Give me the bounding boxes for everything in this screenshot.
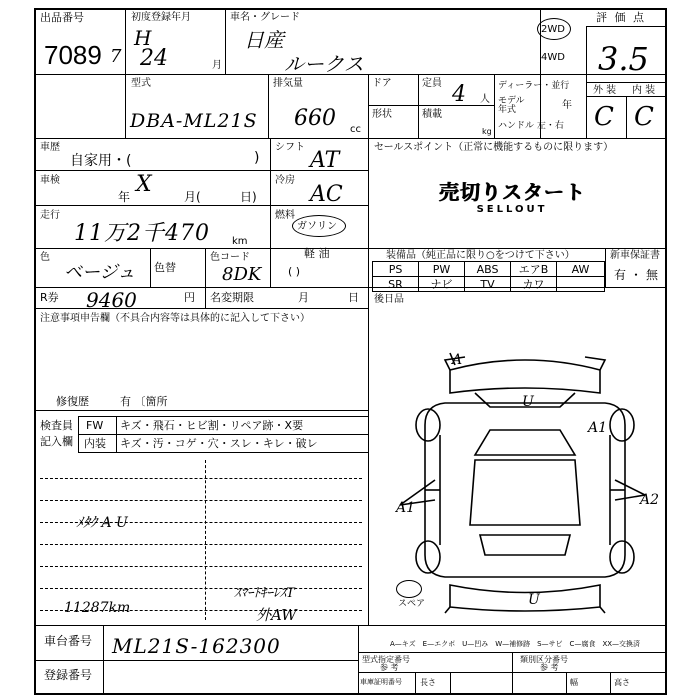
- history-label: 車歴: [40, 142, 60, 153]
- drive-2wd-label: 2WD: [541, 24, 565, 35]
- displacement-value: 660: [294, 106, 336, 131]
- first-registration-label: 初度登録年月: [131, 12, 191, 23]
- sellout-stamp: [432, 180, 592, 222]
- equip-airbag: エアB: [510, 261, 557, 277]
- mileage-label: 走行: [40, 210, 60, 221]
- diagram-mark-front: A: [452, 352, 463, 368]
- color-change-label: 色替: [154, 261, 176, 274]
- color-code-label: 色コード: [210, 252, 250, 263]
- damage-legend: A—キズ E—エクボ U—凹み W—補修跡 S—サビ C—腐食 XX—交換済: [390, 640, 641, 648]
- model-code: DBA-ML21S: [130, 110, 258, 132]
- equip-abs: ABS: [464, 261, 511, 277]
- type-number-label: 型式指定番号: [362, 655, 410, 664]
- mileage-value: 11万2千470: [74, 221, 210, 246]
- category-number-label: 類別区分番号: [520, 655, 568, 664]
- equip-ps: PS: [372, 261, 419, 277]
- lot-mark: 7: [110, 46, 122, 67]
- diagram-mark-right-front: A1: [588, 420, 608, 436]
- recycle-value: 9460: [86, 288, 137, 312]
- history-value: 自家用・(: [70, 153, 132, 169]
- inspection-year-unit: 年: [118, 190, 131, 204]
- equip-pw: PW: [418, 261, 465, 277]
- recycle-label: R券: [40, 291, 59, 304]
- inspection-month-unit: 月(: [184, 190, 201, 204]
- exterior-grade: C: [594, 102, 614, 132]
- capacity-value: 4: [452, 82, 466, 107]
- fuel-gasoline: ガソリン: [297, 221, 337, 232]
- sellout-subtitle: SELLOUT: [476, 204, 548, 215]
- first-registration-era: H: [134, 26, 152, 50]
- inspection-label: 車検: [40, 175, 60, 186]
- inspector-label-2: 記入欄: [40, 435, 73, 448]
- model-label: 型式: [131, 78, 151, 89]
- mileage-unit: km: [232, 236, 248, 247]
- inspection-mark: X: [136, 172, 152, 197]
- shape-label: 形状: [372, 109, 392, 120]
- garage-cert-label: 車庫証明番号: [360, 678, 402, 686]
- fuel-other: ( ): [288, 265, 301, 278]
- diagram-mark-left: A1: [396, 500, 416, 516]
- remark-1: ﾒﾀｸ A U: [76, 515, 128, 531]
- lot-number-label: 出品番号: [40, 11, 84, 24]
- equip-blank: [556, 276, 605, 292]
- diagram-mark-hood: U: [522, 394, 534, 410]
- color-label: 色: [40, 252, 50, 263]
- displacement-label: 排気量: [273, 78, 303, 89]
- equip-navi: ナビ: [418, 276, 465, 292]
- car-maker: 日産: [244, 28, 284, 52]
- interior-grade: C: [634, 102, 654, 132]
- ac-label: 冷房: [275, 175, 295, 186]
- car-diagram: [390, 345, 660, 615]
- frame-number-label: 車台番号: [44, 634, 93, 648]
- width-label: 幅: [570, 678, 578, 687]
- model-year-unit: 年: [562, 100, 572, 111]
- kg-unit: kg: [482, 127, 492, 136]
- warranty-no: 無: [646, 268, 659, 282]
- color-code-value: 8DK: [222, 264, 262, 285]
- capacity-unit: 人: [480, 94, 490, 105]
- remark-2: 11287km: [64, 600, 131, 616]
- warranty-label: 新車保証書: [610, 250, 660, 261]
- car-grade: ルークス: [284, 52, 364, 76]
- warranty-dot: ・: [630, 268, 643, 282]
- equip-tv: TV: [464, 276, 511, 292]
- fuel-light-oil: 軽 油: [304, 247, 330, 260]
- color-value: ベージュ: [64, 262, 136, 283]
- remark-3: ｽﾏｰﾄｷｰﾚｽT: [234, 586, 295, 601]
- load-label: 積載: [422, 109, 442, 120]
- type-number-ref: 参 考: [380, 663, 399, 672]
- interior-label: 内 装: [632, 85, 656, 96]
- name-change-day: 日: [348, 291, 359, 304]
- repair-history-value: 有 〔箇所: [120, 395, 168, 408]
- fw-label: FW: [86, 419, 104, 432]
- shift-value: AT: [310, 148, 340, 173]
- length-label: 長さ: [420, 678, 436, 687]
- equip-leather: カワ: [510, 276, 557, 292]
- repair-history-label: 修復歴: [56, 395, 89, 408]
- cc-unit: cc: [350, 124, 361, 135]
- category-number-ref: 参 考: [540, 663, 559, 672]
- name-change-label: 名変期限: [210, 291, 254, 304]
- remark-4: 外AW: [256, 606, 297, 624]
- diagram-mark-rear: U: [528, 592, 540, 608]
- inspection-day-unit: 日): [240, 190, 257, 204]
- equipment-label: 装備品（純正品に限り○をつけて下さい）: [386, 250, 575, 261]
- score-value: 3.5: [598, 40, 649, 78]
- fuel-label: 燃料: [275, 210, 295, 221]
- model-year-label: モデル年式: [498, 96, 525, 115]
- handle-label: ハンドル 左・右: [498, 121, 564, 131]
- rear-items-label: 後日品: [374, 294, 404, 305]
- door-label: ドア: [372, 78, 392, 89]
- spare-label: スペア: [398, 599, 426, 609]
- height-label: 高さ: [614, 678, 630, 687]
- name-change-month: 月: [298, 291, 309, 304]
- ac-value: AC: [310, 182, 343, 207]
- drive-4wd-label: 4WD: [541, 52, 565, 63]
- recycle-unit: 円: [184, 291, 195, 304]
- warranty-yes: 有: [614, 268, 627, 282]
- first-registration-month-unit: 月: [212, 60, 222, 71]
- sellout-title: 売切りスタート: [438, 180, 586, 204]
- capacity-label: 定員: [422, 78, 442, 89]
- registration-number-label: 登録番号: [44, 668, 93, 682]
- inspector-label: 検査員: [40, 419, 73, 432]
- score-label: 評 価 点: [596, 11, 646, 24]
- notes-label: 注意事項申告欄（不具合内容等は具体的に記入して下さい）: [40, 313, 310, 324]
- exterior-label: 外 装: [593, 85, 617, 96]
- car-name-label: 車名・グレード: [230, 12, 300, 23]
- interior-check-items: キズ・汚・コゲ・穴・スレ・キレ・破レ: [120, 437, 318, 450]
- interior-check-label: 内装: [84, 437, 106, 450]
- history-close: ): [254, 150, 260, 166]
- fw-items: キズ・飛石・ヒビ割・リペア跡・X要: [120, 419, 304, 432]
- lot-number: 7089: [44, 40, 102, 70]
- dealer-label: ディーラー・並行: [498, 81, 570, 91]
- spare-tire: [396, 580, 422, 598]
- equip-aw: AW: [556, 261, 605, 277]
- first-registration-year: 24: [140, 46, 168, 71]
- equip-sr: SR: [372, 276, 419, 292]
- frame-number-value: ML21S-162300: [112, 634, 281, 658]
- diagram-mark-right: A2: [640, 492, 660, 508]
- shift-label: シフト: [275, 142, 305, 153]
- sales-point-label: セールスポイント（正常に機能するものに限ります）: [374, 142, 614, 153]
